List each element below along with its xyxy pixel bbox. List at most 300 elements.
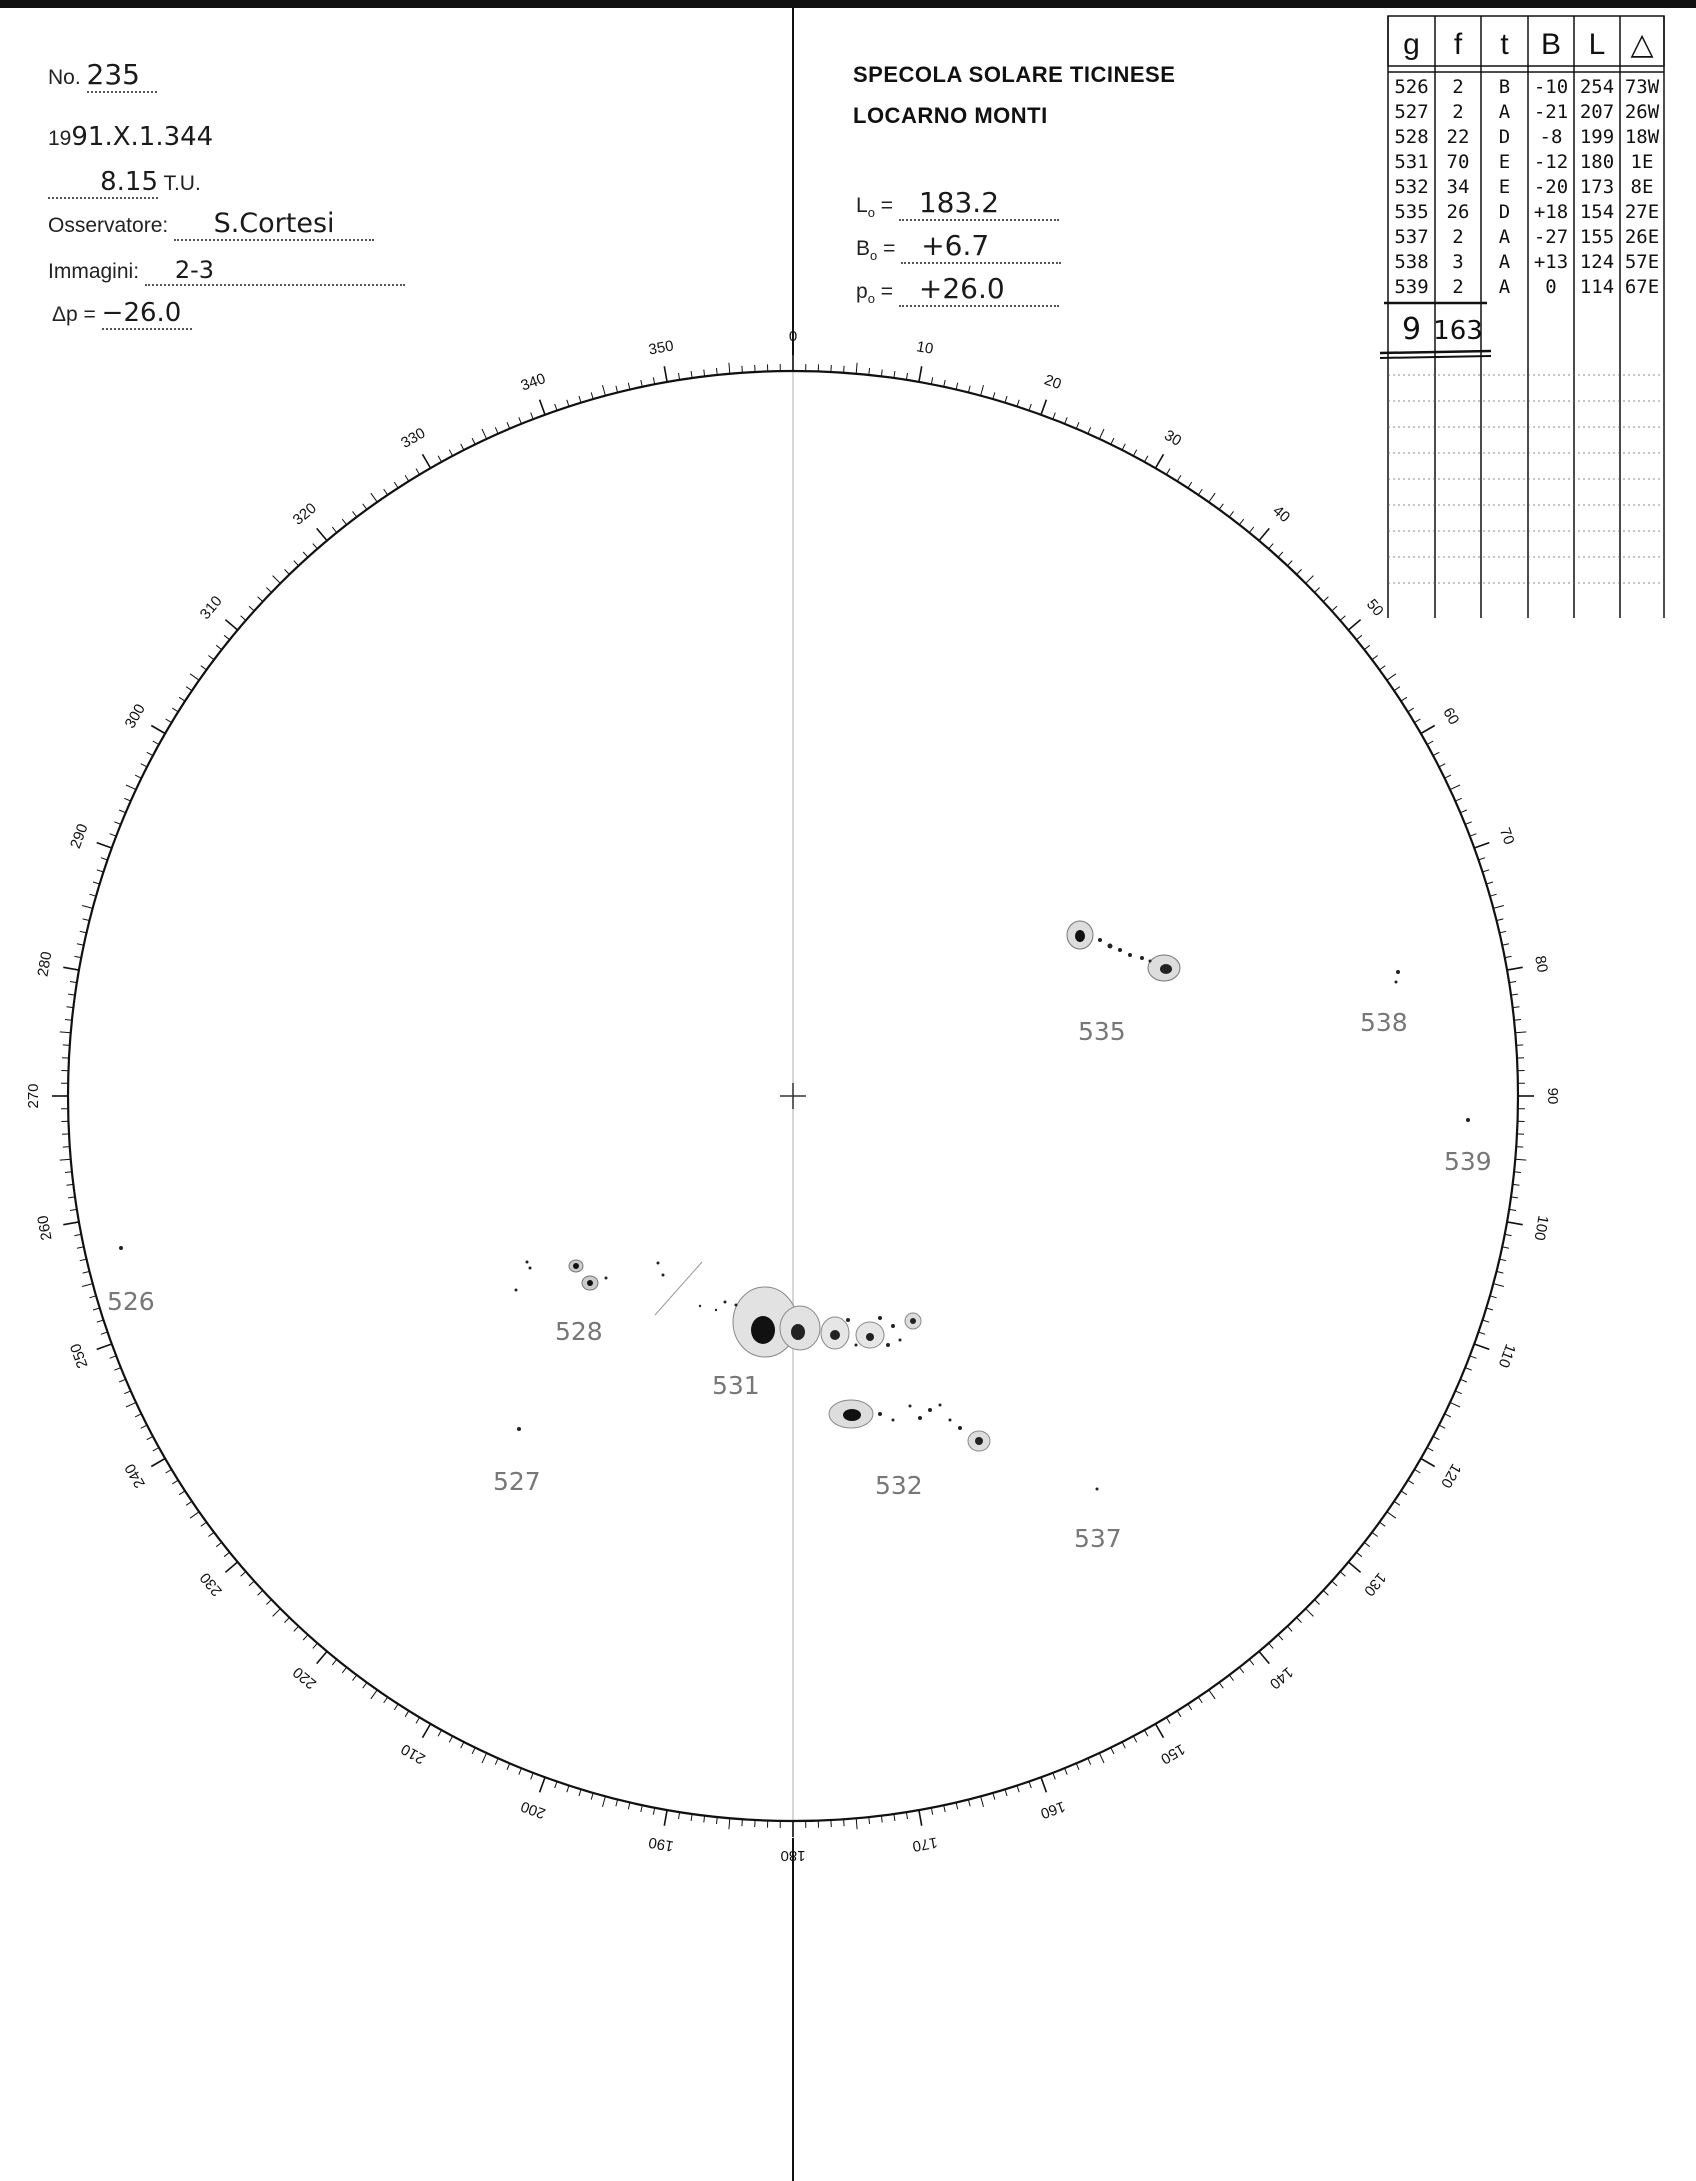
scale-tick [742, 366, 743, 373]
scale-tick [258, 1590, 263, 1595]
scale-tick [70, 982, 77, 983]
table-cell: -27 [1533, 226, 1569, 248]
date-prefix: 19 [48, 127, 72, 150]
scale-tick [82, 906, 93, 909]
table-cell: A [1498, 101, 1511, 123]
scale-tick [1340, 616, 1345, 621]
scale-tick [208, 656, 214, 660]
scale-tick [405, 1711, 409, 1717]
scale-tick [1145, 456, 1148, 462]
table-header-4: L [1588, 28, 1606, 61]
group-label-535: 535 [1078, 1017, 1126, 1046]
scale-tick [70, 1209, 77, 1210]
scale-tick [555, 1782, 557, 1789]
scale-tick [1177, 475, 1181, 481]
scale-tick [1497, 919, 1504, 921]
scale-tick [1511, 994, 1518, 995]
scale-tick [110, 834, 117, 837]
scale-tick [224, 635, 230, 639]
L0-field: $L_o = 183.2$ [856, 186, 1059, 221]
scale-tick [97, 843, 112, 848]
p0-value: +26.0 [899, 272, 1059, 307]
scale-tick [89, 894, 96, 896]
scale-tick [1511, 1197, 1518, 1198]
scale-tick [190, 1512, 199, 1518]
scale-tick [1486, 1308, 1493, 1310]
scale-tick [1259, 528, 1269, 540]
scale-tick [1249, 527, 1253, 533]
images-value: 2-3 [145, 256, 405, 286]
scale-label-290: 290 [67, 821, 92, 851]
observer-label: Osservatore: [48, 214, 169, 237]
scale-label-10: 10 [915, 338, 935, 358]
table-cell: 207 [1579, 101, 1615, 123]
scale-tick [124, 1391, 130, 1394]
time-unit: T.U. [163, 172, 201, 195]
scale-tick [507, 422, 510, 428]
scale-tick [201, 1522, 207, 1526]
scale-tick [1505, 1234, 1512, 1235]
scale-tick [186, 1501, 192, 1505]
table-header-3: B [1540, 28, 1562, 61]
scale-tick [1297, 1618, 1302, 1623]
scale-tick [679, 373, 680, 380]
scale-tick [353, 511, 357, 517]
scale-tick [179, 697, 185, 701]
B0-field: $B_o = +6.7$ [856, 229, 1061, 264]
table-cell: 124 [1579, 251, 1615, 273]
scale-tick [729, 1818, 730, 1829]
scale-tick [1499, 1259, 1506, 1261]
scale-tick [241, 616, 246, 621]
scale-tick [495, 427, 498, 433]
scale-tick [342, 519, 346, 525]
scale-tick [1445, 775, 1451, 778]
scale-tick [1427, 741, 1433, 744]
scale-tick [1306, 576, 1314, 584]
scale-label-70: 70 [1495, 825, 1518, 847]
scale-label-350: 350 [647, 337, 675, 359]
scale-tick [1198, 489, 1202, 495]
scale-label-330: 330 [398, 424, 429, 452]
scale-label-260: 260 [34, 1214, 56, 1242]
table-total-groups: 9 [1401, 312, 1422, 347]
scale-tick [1323, 597, 1328, 602]
scale-tick [1499, 931, 1506, 933]
table-cell: +18 [1533, 201, 1569, 223]
scale-tick [717, 368, 718, 375]
scale-tick [423, 454, 431, 468]
scale-label-160: 160 [1038, 1797, 1068, 1822]
scale-tick [1099, 429, 1104, 439]
scale-tick [1145, 1730, 1148, 1736]
scale-label-40: 40 [1269, 502, 1294, 527]
scale-tick [519, 1768, 522, 1775]
scale-tick [416, 1717, 420, 1723]
sunspot-group-531 [699, 1287, 921, 1357]
scale-tick [1421, 726, 1435, 734]
table-cell: 173 [1579, 176, 1615, 198]
scale-tick [1516, 1045, 1523, 1046]
scale-tick [931, 377, 932, 384]
scale-tick [968, 1800, 970, 1807]
scale-tick [869, 368, 870, 375]
scale-tick [1387, 674, 1396, 680]
scale-tick [1229, 1675, 1233, 1681]
scale-tick [461, 1742, 464, 1748]
scale-tick [507, 1763, 510, 1769]
scale-tick [1380, 666, 1386, 670]
scale-tick [63, 1045, 70, 1046]
table-cell: 199 [1579, 126, 1615, 148]
scale-tick [93, 882, 100, 884]
scale-tick [147, 1436, 153, 1439]
scale-tick [303, 552, 308, 557]
scale-tick [1065, 417, 1068, 424]
scale-tick [225, 620, 237, 630]
scale-tick [153, 741, 159, 744]
scale-tick [151, 1459, 165, 1467]
scale-label-310: 310 [196, 592, 226, 623]
scale-tick [956, 1802, 958, 1809]
scale-tick [449, 1736, 452, 1742]
scale-tick [1348, 1562, 1360, 1572]
scale-tick [1401, 1491, 1407, 1495]
scale-tick [931, 1808, 932, 1815]
scale-tick [110, 1356, 117, 1359]
scale-tick [89, 1296, 96, 1298]
scale-tick [1177, 1711, 1181, 1717]
scale-tick [691, 371, 692, 378]
scale-tick [141, 1425, 147, 1428]
table-cell: 537 [1394, 226, 1429, 248]
scale-tick [1053, 1773, 1056, 1780]
scale-tick [208, 1532, 214, 1536]
scale-tick [1076, 1763, 1079, 1769]
scale-tick [266, 588, 271, 593]
scale-tick [1017, 400, 1019, 407]
scale-tick [317, 528, 327, 540]
table-cell: 535 [1394, 201, 1429, 223]
scale-tick [249, 606, 254, 611]
scale-tick [628, 383, 630, 390]
scale-tick [1188, 482, 1192, 488]
scale-tick [603, 1796, 606, 1807]
scale-tick [1278, 552, 1283, 557]
scale-tick [1166, 1717, 1170, 1723]
scale-tick [1414, 719, 1420, 723]
table-cell: E [1498, 176, 1511, 198]
scale-tick [166, 719, 172, 723]
scale-label-80: 80 [1531, 954, 1551, 974]
scale-tick [1017, 1786, 1019, 1793]
L0-label: L [856, 194, 868, 217]
scale-tick [1513, 1184, 1520, 1185]
table-cell: 2 [1452, 226, 1464, 248]
table-cell: -12 [1533, 151, 1569, 173]
scale-tick [394, 1704, 398, 1710]
scale-label-100: 100 [1530, 1214, 1552, 1242]
scale-tick [1509, 982, 1516, 983]
scale-tick [1394, 1501, 1400, 1505]
scale-tick [1323, 1590, 1328, 1595]
table-header-2: t [1500, 28, 1509, 61]
scale-tick [1502, 944, 1509, 946]
scale-tick [63, 967, 79, 970]
scale-tick [495, 1758, 498, 1764]
scale-tick [1122, 444, 1125, 450]
scale-label-220: 220 [289, 1663, 320, 1693]
B0-value: +6.7 [901, 229, 1061, 264]
scale-tick [1465, 1368, 1472, 1371]
scale-tick [74, 1234, 81, 1235]
table-header-1: f [1453, 28, 1463, 61]
scale-tick [844, 1819, 845, 1826]
scale-label-190: 190 [647, 1833, 675, 1855]
scale-tick [384, 489, 388, 495]
scale-tick [114, 822, 121, 825]
scale-tick [1188, 1704, 1192, 1710]
number-value: 235 [87, 58, 157, 93]
scale-tick [394, 482, 398, 488]
table-cell: -21 [1533, 101, 1569, 123]
table-cell: 70 [1446, 151, 1470, 173]
scale-tick [1427, 1448, 1433, 1451]
scale-label-140: 140 [1266, 1663, 1297, 1693]
scale-tick [63, 1222, 79, 1225]
scale-tick [616, 386, 618, 393]
table-cell: 26 [1446, 201, 1470, 223]
scale-tick [273, 1609, 281, 1617]
table-cell: 73W [1624, 76, 1660, 98]
p0-field: $p_o = +26.0$ [856, 272, 1059, 307]
scale-tick [135, 1414, 141, 1417]
scale-tick [591, 1793, 593, 1800]
scale-tick [1041, 400, 1046, 415]
scale-tick [342, 1667, 346, 1673]
group-label-527: 527 [493, 1467, 541, 1496]
scale-tick [1516, 1147, 1523, 1148]
table-cell: A [1498, 276, 1511, 298]
scale-tick [1421, 1459, 1435, 1467]
scale-tick [1005, 1789, 1007, 1796]
scale-tick [567, 400, 569, 407]
scale-tick [124, 798, 130, 801]
scale-tick [1486, 882, 1493, 884]
sunspot-group-535 [1067, 921, 1180, 981]
institution-line-2: LOCARNO MONTI [853, 103, 1048, 128]
scale-tick [1198, 1697, 1202, 1703]
scale-tick [153, 1448, 159, 1451]
p0-label: p [856, 280, 868, 303]
table-cell: 2 [1452, 276, 1464, 298]
scale-tick [981, 385, 984, 396]
B0-label: B [856, 237, 871, 260]
scale-label-250: 250 [67, 1341, 92, 1371]
table-header-0: g [1403, 28, 1420, 61]
scale-tick [472, 438, 475, 444]
scale-tick [101, 1332, 108, 1334]
table-cell: 1E [1630, 151, 1654, 173]
scale-tick [1099, 1753, 1104, 1763]
scale-tick [1450, 1402, 1460, 1407]
scale-tick [579, 396, 581, 403]
scale-tick [1297, 569, 1302, 574]
scale-tick [919, 366, 922, 382]
scale-tick [1470, 1356, 1477, 1359]
scale-tick [363, 1683, 367, 1689]
scale-tick [1380, 1522, 1386, 1526]
annotation-stroke [655, 1262, 702, 1315]
scale-tick [981, 1796, 984, 1807]
scale-tick [1465, 822, 1472, 825]
scale-tick [1474, 843, 1489, 848]
number-label: No. [48, 66, 81, 89]
scale-tick [1509, 1209, 1516, 1210]
table-cell: 22 [1446, 126, 1470, 148]
scale-tick [285, 1618, 290, 1623]
scale-tick [1401, 697, 1407, 701]
scale-tick [384, 1697, 388, 1703]
delta-p-label: Δp = [52, 303, 96, 326]
scale-tick [1088, 427, 1091, 433]
table-cell: 26E [1624, 226, 1660, 248]
scale-tick [1053, 413, 1056, 420]
scale-tick [1439, 764, 1445, 767]
scale-tick [1505, 956, 1512, 957]
scale-tick [438, 1730, 441, 1736]
scale-tick [186, 687, 192, 691]
scale-tick [579, 1789, 581, 1796]
scale-tick [317, 1651, 327, 1663]
scale-tick [80, 1259, 87, 1261]
scale-label-120: 120 [1437, 1460, 1465, 1491]
scale-label-20: 20 [1042, 371, 1064, 394]
scale-tick [68, 994, 75, 995]
scale-tick [1408, 1480, 1414, 1484]
scale-tick [616, 1800, 618, 1807]
scale-tick [856, 363, 857, 374]
scale-tick [1133, 450, 1136, 456]
table-cell: D [1498, 126, 1511, 148]
scale-tick [371, 1690, 377, 1699]
scale-tick [83, 919, 90, 921]
scale-tick [126, 1402, 136, 1407]
scale-tick [119, 810, 125, 813]
table-cell: 34 [1446, 176, 1470, 198]
scale-tick [1156, 1724, 1164, 1738]
table-cell: 57E [1624, 251, 1660, 273]
scale-tick [1394, 687, 1400, 691]
scale-tick [653, 1808, 654, 1815]
scale-tick [1111, 438, 1114, 444]
sunspot-data-table [1380, 12, 1666, 620]
scale-tick [294, 561, 299, 566]
scale-tick [101, 858, 108, 860]
scale-tick [1239, 1667, 1243, 1673]
scale-label-150: 150 [1157, 1740, 1188, 1768]
institution-line-1: SPECOLA SOLARE TICINESE [853, 62, 1176, 87]
scale-tick [1287, 1626, 1292, 1631]
scale-tick [294, 1626, 299, 1631]
scale-tick [956, 383, 958, 390]
table-cell: 526 [1394, 76, 1429, 98]
scale-tick [1408, 708, 1414, 712]
scale-label-210: 210 [398, 1740, 429, 1768]
scale-tick [1111, 1748, 1114, 1754]
scale-tick [313, 1643, 318, 1648]
sunspot-group-528 [515, 1260, 665, 1292]
scale-tick [1219, 504, 1223, 510]
scale-tick [1507, 967, 1523, 970]
sunspot-group-527 [517, 1427, 521, 1431]
group-label-528: 528 [555, 1317, 603, 1346]
scale-tick [1278, 1635, 1283, 1640]
scale-label-270: 270 [24, 1083, 42, 1109]
sunspot-group-539 [1466, 1118, 1470, 1122]
scale-tick [179, 1491, 185, 1495]
scale-label-340: 340 [518, 370, 548, 395]
scale-label-300: 300 [121, 701, 149, 732]
scale-tick [993, 1793, 995, 1800]
table-cell: 114 [1579, 276, 1615, 298]
scale-tick [1514, 1020, 1521, 1021]
scale-tick [679, 1812, 680, 1819]
scale-tick [60, 1032, 71, 1033]
scale-tick [126, 785, 136, 790]
scale-tick [216, 645, 222, 649]
scale-tick [1497, 1271, 1504, 1273]
scale-tick [65, 1172, 72, 1173]
scale-tick [628, 1802, 630, 1809]
scale-tick [482, 429, 487, 439]
group-label-539: 539 [1444, 1147, 1492, 1176]
scale-tick [704, 370, 705, 377]
scale-tick [1414, 1469, 1420, 1473]
scale-tick [653, 377, 654, 384]
scale-tick [664, 1810, 667, 1826]
scale-tick [258, 597, 263, 602]
scale-tick [416, 469, 420, 475]
scale-tick [1483, 1320, 1490, 1322]
scale-tick [1209, 493, 1215, 502]
scale-tick [63, 1147, 70, 1148]
scale-tick [1122, 1742, 1125, 1748]
scale-tick [449, 450, 452, 456]
scale-tick [1340, 1572, 1345, 1577]
scale-tick [482, 1753, 487, 1763]
scale-tick [1315, 1600, 1320, 1605]
scale-tick [1332, 606, 1337, 611]
scale-tick [172, 1480, 178, 1484]
scale-tick [1156, 454, 1164, 468]
scale-tick [1460, 810, 1466, 813]
scale-tick [1332, 1581, 1337, 1586]
scale-tick [944, 1805, 946, 1812]
table-cell: 27E [1624, 201, 1660, 223]
scale-tick [641, 380, 643, 387]
table-cell: 67E [1624, 276, 1660, 298]
sunspot-group-532 [829, 1400, 990, 1451]
table-cell: 539 [1394, 276, 1429, 298]
scale-tick [1479, 1332, 1486, 1334]
scale-label-60: 60 [1439, 704, 1463, 728]
scale-tick [691, 1814, 692, 1821]
table-cell: A [1498, 226, 1511, 248]
scale-tick [1493, 1284, 1504, 1287]
scale-tick [119, 1379, 125, 1382]
table-total-f: 163 [1433, 316, 1483, 346]
